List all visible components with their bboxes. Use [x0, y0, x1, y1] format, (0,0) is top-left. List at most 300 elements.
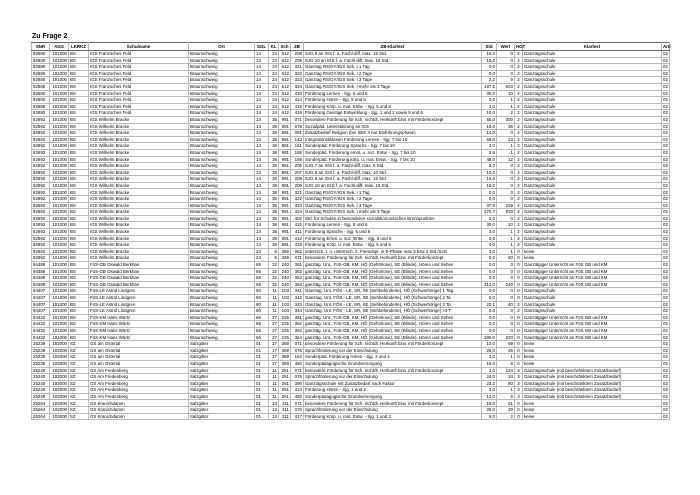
sch-cell: 991 — [279, 209, 291, 216]
hours-cell: 0,0 — [482, 308, 497, 315]
hgt-cell: 0 — [515, 281, 523, 288]
zb-text-cell: ganztäg. Unt., FöS-GB, KM, HÖ (Gehörlose), SE (Blinde), Hören und Sehen — [304, 281, 482, 288]
value-cell: 10 — [497, 90, 515, 97]
header-row — [32, 43, 670, 51]
zb-text-cell: besondere Förderung für Sch. nichtdt. Herkunft bzw. mit Förderkonzept — [304, 400, 482, 407]
table-row — [32, 229, 670, 236]
hours-cell: 15,0 — [482, 182, 497, 189]
snr-cell: 94407 — [32, 301, 50, 308]
hgt-cell: 2 — [515, 235, 523, 242]
ags-cell: 102000 — [50, 413, 69, 420]
hgt-cell: 2 — [515, 242, 523, 249]
arti-cell: 02 — [663, 380, 668, 386]
zb-cell: 206 — [291, 163, 304, 170]
sgl-cell: 01 — [255, 407, 269, 414]
lkrkz-cell: BS — [69, 222, 89, 229]
snr-cell: 25240 — [32, 387, 50, 394]
kl-cell: 11 — [269, 374, 279, 381]
snr-cell: 82880 — [32, 51, 50, 58]
town-cell: Braunschweig — [189, 176, 255, 183]
snr-cell: 25264 — [32, 407, 50, 414]
zb-cell: 343 — [291, 301, 304, 308]
value-cell: 124 — [497, 367, 515, 374]
kl-cell: 17 — [269, 341, 279, 348]
arti-cell: 02 — [663, 275, 668, 281]
hours-cell: 0,0 — [482, 64, 497, 71]
hgt-cell: 3 — [515, 367, 523, 374]
zb-text-cell: SJG 10 an IGS f. a. Fachl-diff. max. 15 Std. — [304, 182, 482, 189]
snr-cell: 82892 — [32, 209, 50, 216]
sch-cell: 225 — [279, 321, 291, 328]
zb-cell: 071 — [291, 341, 304, 348]
ags-cell: 101000 — [50, 130, 69, 137]
table-row — [32, 321, 670, 328]
value-cell: 9 — [497, 77, 515, 84]
zb-cell: 390 — [291, 380, 304, 387]
text-cell: Ganztagsschule — [523, 182, 662, 189]
zb-text-cell: SJG 7 an IGS f. a. Fachl-diff. max. 6 Std. — [304, 163, 482, 170]
kl-cell: 24 — [269, 110, 279, 117]
lkrkz-cell: BS — [69, 51, 89, 58]
lkrkz-cell: BS — [69, 97, 89, 104]
sch-cell: 612 — [279, 110, 291, 117]
table-body — [32, 51, 670, 420]
zb-cell: 362 — [291, 268, 304, 275]
sgl-cell: 01 — [255, 367, 269, 374]
zb-text-cell: ganztäg. Unt., FöS-GB, KM, HÖ (Gehörlose), SE (Blinde), Hören und Sehen — [304, 334, 482, 341]
value-cell: 0 — [497, 321, 515, 328]
school-name-cell: IGS Franzsches Feld — [89, 110, 189, 117]
zb-text-cell: Förderung Geistige Entwicklung - Sjg. 1 und 2 sowie 5 und 6 — [304, 110, 482, 117]
town-cell: Salzgitter — [189, 387, 255, 394]
text-cell: Ganztagsschule — [523, 90, 662, 97]
value-cell: 50 — [497, 255, 515, 262]
hours-cell: 6,0 — [482, 413, 497, 420]
arti-cell: 02 — [663, 156, 668, 162]
sch-cell: 991 — [279, 156, 291, 163]
sgl-cell: 14 — [255, 182, 269, 189]
sgl-cell: 01 — [255, 393, 269, 400]
hgt-cell: 0 — [515, 255, 523, 262]
ags-cell: 101000 — [50, 97, 69, 104]
text-cell: Ganztagsschule — [523, 229, 662, 236]
ags-cell: 101000 — [50, 334, 69, 341]
sch-cell: 369 — [279, 354, 291, 361]
arti-cell: 02 — [663, 327, 668, 333]
kl-cell: 36 — [269, 116, 279, 123]
school-name-cell: IGS Wilhelm Bracke — [89, 182, 189, 189]
zb-text-cell: SJG 8 an IGS f. a. Fachl-diff. max. 10 Std. — [304, 169, 482, 176]
kl-cell: 17 — [269, 347, 279, 354]
school-name-cell: IGS Franzsches Feld — [89, 64, 189, 71]
arti-cell: 02 — [663, 84, 668, 90]
town-cell: Braunschweig — [189, 308, 255, 315]
value-cell: 1 — [497, 149, 515, 156]
arti-cell: 02 — [663, 222, 668, 228]
text-cell: keine — [523, 341, 662, 348]
zb-cell: 076 — [291, 347, 304, 354]
school-name-cell: IGS Franzsches Feld — [89, 83, 189, 90]
kl-cell: 36 — [269, 130, 279, 137]
school-name-cell: GS am Ostertal — [89, 354, 189, 361]
zb-text-cell: Förderung Hören - Sjg. 5 und 6 — [304, 97, 482, 104]
snr-cell: 94407 — [32, 288, 50, 295]
zb-text-cell: Förderung Emot. u. soz. Entw. - Sjg. 5 und 6 — [304, 235, 482, 242]
header-cell: KL — [269, 43, 279, 51]
snr-cell: 94432 — [32, 327, 50, 334]
value-cell: 12 — [497, 156, 515, 163]
zb-text-cell: Ganztag RS/GY/IGS Sek. I 1 Tag — [304, 64, 482, 71]
table-row — [32, 275, 670, 282]
arti-cell: 02 — [663, 288, 668, 294]
town-cell: Braunschweig — [189, 51, 255, 58]
value-cell: 0 — [497, 308, 515, 315]
ags-cell: 101000 — [50, 163, 69, 170]
hours-cell: 270,7 — [482, 209, 497, 216]
zb-cell: 410 — [291, 222, 304, 229]
kl-cell: 36 — [269, 242, 279, 249]
header-cell: Arti — [663, 43, 671, 49]
table-row — [32, 393, 670, 400]
zb-cell: 410 — [291, 90, 304, 97]
sch-cell: 240 — [279, 275, 291, 282]
value-cell: 0 — [497, 215, 515, 222]
sch-cell: 369 — [279, 248, 291, 255]
value-cell: 1 — [497, 387, 515, 394]
kl-cell: 36 — [269, 182, 279, 189]
arti-cell: 02 — [663, 321, 668, 327]
zb-cell: 324 — [291, 83, 304, 90]
zb-cell: 413 — [291, 387, 304, 394]
table-row — [32, 182, 670, 189]
hgt-cell: 2 — [515, 149, 523, 156]
snr-cell: 94432 — [32, 334, 50, 341]
school-name-cell: FöS-LE Astrid Lindgren — [89, 288, 189, 295]
header-cell: LKRKZ — [69, 43, 89, 51]
hours-cell: 3,0 — [482, 387, 497, 394]
value-cell: 69 — [497, 341, 515, 348]
arti-cell: 02 — [663, 209, 668, 215]
sgl-cell: 14 — [255, 222, 269, 229]
sgl-cell: 14 — [255, 235, 269, 242]
hgt-cell: 2 — [515, 83, 523, 90]
snr-cell: 82892 — [32, 149, 50, 156]
arti-cell: 02 — [663, 400, 668, 406]
zb-cell: 076 — [291, 407, 304, 414]
arti-cell: 02 — [663, 202, 668, 208]
snr-cell: 82880 — [32, 83, 50, 90]
lkrkz-cell: BS — [69, 268, 89, 275]
table-row — [32, 301, 670, 308]
lkrkz-cell: BS — [69, 77, 89, 84]
sch-cell: 103 — [279, 294, 291, 301]
zb-text-cell: Ganztag. Unt. FÖS - LE, SR, SE (Sehbehinderte), HÖ (Schwerhörige) 2 Ta — [304, 294, 482, 301]
hgt-cell: 2 — [515, 163, 523, 170]
zb-cell: 321 — [291, 64, 304, 71]
zb-cell: 324 — [291, 209, 304, 216]
school-name-cell: IGS Wilhelm Bracke — [89, 248, 189, 255]
school-name-cell: FöS-GB Oswald Berkhan — [89, 275, 189, 282]
hgt-cell: 3 — [515, 393, 523, 400]
ags-cell: 102000 — [50, 407, 69, 414]
town-cell: Braunschweig — [189, 235, 255, 242]
hgt-cell: 0 — [515, 327, 523, 334]
lkrkz-cell: BS — [69, 156, 89, 163]
ags-cell: 101000 — [50, 176, 69, 183]
ags-cell: 102000 — [50, 374, 69, 381]
value-cell: 1 — [497, 235, 515, 242]
school-name-cell: IGS Wilhelm Bracke — [89, 123, 189, 130]
town-cell: Braunschweig — [189, 110, 255, 117]
kl-cell: 24 — [269, 57, 279, 64]
town-cell: Salzgitter — [189, 341, 255, 348]
arti-cell: 02 — [663, 189, 668, 195]
school-name-cell: IGS Wilhelm Bracke — [89, 189, 189, 196]
ags-cell: 102000 — [50, 360, 69, 367]
value-cell: 0 — [497, 70, 515, 77]
zb-text-cell: Std. für Schulen in besonderen sozialökonomischen Brennpunkten — [304, 215, 482, 222]
lkrkz-cell: BS — [69, 202, 89, 209]
snr-cell: 25240 — [32, 367, 50, 374]
kl-cell: 17 — [269, 360, 279, 367]
header-cell: ZB-Klartext — [304, 43, 482, 51]
ags-cell: 102000 — [50, 393, 69, 400]
sch-cell: 251 — [279, 387, 291, 394]
sgl-cell: 14 — [255, 169, 269, 176]
school-name-cell: IGS Wilhelm Bracke — [89, 242, 189, 249]
sgl-cell: 14 — [255, 196, 269, 203]
kl-cell: 13 — [269, 413, 279, 420]
table-row — [32, 262, 670, 269]
table-row — [32, 242, 670, 249]
table-row — [32, 281, 670, 288]
town-cell: Braunschweig — [189, 222, 255, 229]
table-row — [32, 268, 670, 275]
zb-text-cell: ganztäg. Unt., FöS-GB, KM, HÖ (Gehörlose), SE (Blinde), Hören und Sehen — [304, 321, 482, 328]
hours-cell: 12,0 — [482, 393, 497, 400]
hgt-cell: 2 — [515, 229, 523, 236]
hours-cell: 0,0 — [482, 294, 497, 301]
text-cell: Ganztagsschule — [523, 196, 662, 203]
town-cell: Braunschweig — [189, 202, 255, 209]
hgt-cell: 2 — [515, 156, 523, 163]
kl-cell: 24 — [269, 51, 279, 58]
school-name-cell: IGS Franzsches Feld — [89, 97, 189, 104]
value-cell: 0 — [497, 262, 515, 269]
value-cell: 833 — [497, 209, 515, 216]
text-cell: Ganztagsschule — [523, 288, 662, 295]
town-cell: Braunschweig — [189, 103, 255, 110]
hours-cell: 30,0 — [482, 90, 497, 97]
text-cell: Ganztagsschule — [523, 202, 662, 209]
hours-cell: 10,0 — [482, 341, 497, 348]
text-cell: Ganztagsschule — [523, 83, 662, 90]
zb-text-cell: Ganztag. Unt. FÖS - LE, SR, SE (Sehbehinderte), HÖ (Schwerhörige) 1 Tag — [304, 288, 482, 295]
hgt-cell: 0 — [515, 400, 523, 407]
arti-cell: 02 — [663, 123, 668, 129]
town-cell: Braunschweig — [189, 268, 255, 275]
lkrkz-cell: BS — [69, 83, 89, 90]
sch-cell: 369 — [279, 347, 291, 354]
table-row — [32, 308, 670, 315]
school-name-cell: GS Kranichdamm — [89, 400, 189, 407]
ags-cell: 101000 — [50, 281, 69, 288]
school-name-cell: FöS-GB Oswald Berkhan — [89, 262, 189, 269]
header-cell: Std — [482, 43, 497, 51]
zb-cell: 321 — [291, 189, 304, 196]
text-cell: keine — [523, 407, 662, 414]
hgt-cell: 2 — [515, 103, 523, 110]
zb-text-cell: besondere Förderung für Sch. nichtdt. Herkunft bzw. mit Förderkonzept — [304, 367, 482, 374]
value-cell: 8 — [497, 360, 515, 367]
ags-cell: 101000 — [50, 110, 69, 117]
lkrkz-cell: BS — [69, 321, 89, 328]
hgt-cell: 0 — [515, 413, 523, 420]
lkrkz-cell: BS — [69, 149, 89, 156]
text-cell: Ganztagsschule — [523, 70, 662, 77]
town-cell: Salzgitter — [189, 347, 255, 354]
hours-cell: 69,0 — [482, 136, 497, 143]
zb-text-cell: Förderung Körp. u. mot. Entw. - Sjg. 5 und 6 — [304, 242, 482, 249]
sgl-cell: 65 — [255, 262, 269, 269]
sch-cell: 240 — [279, 262, 291, 269]
ags-cell: 102000 — [50, 387, 69, 394]
hours-cell: 14,0 — [482, 130, 497, 137]
text-cell: keine — [523, 360, 662, 367]
table-row — [32, 103, 670, 110]
lkrkz-cell: BS — [69, 281, 89, 288]
arti-cell: 02 — [663, 149, 668, 155]
zb-cell: 209 — [291, 182, 304, 189]
lkrkz-cell: SZ — [69, 354, 89, 361]
text-cell: Ganztagsschule — [523, 163, 662, 170]
hgt-cell: 2 — [515, 196, 523, 203]
ags-cell: 102000 — [50, 380, 69, 387]
kl-cell: 32 — [269, 262, 279, 269]
snr-cell: 25264 — [32, 413, 50, 420]
value-cell: 240 — [497, 281, 515, 288]
arti-cell: 02 — [663, 182, 668, 188]
lkrkz-cell: BS — [69, 189, 89, 196]
ags-cell: 102000 — [50, 347, 69, 354]
arti-cell: 02 — [663, 130, 668, 136]
school-name-cell: IGS Wilhelm Bracke — [89, 136, 189, 143]
hgt-cell: 0 — [515, 360, 523, 367]
snr-cell: 25240 — [32, 393, 50, 400]
town-cell: Braunschweig — [189, 196, 255, 203]
sgl-cell: 66 — [255, 321, 269, 328]
school-name-cell: IGS Wilhelm Bracke — [89, 222, 189, 229]
hours-cell: 16,0 — [482, 360, 497, 367]
sch-cell: 251 — [279, 367, 291, 374]
school-name-cell: GS Am Fredenberg — [89, 387, 189, 394]
sgl-cell: 14 — [255, 123, 269, 130]
sgl-cell: 14 — [255, 97, 269, 104]
ags-cell: 101000 — [50, 308, 69, 315]
school-name-cell: IGS Wilhelm Bracke — [89, 163, 189, 170]
zb-text-cell: Ganztag RS/GY/IGS Sek. I mehr als 3 Tage — [304, 83, 482, 90]
value-cell: 0 — [497, 182, 515, 189]
sch-cell: 225 — [279, 327, 291, 334]
table-row — [32, 51, 670, 58]
hgt-cell: 2 — [515, 308, 523, 315]
zb-text-cell: ganztäg. Unt., FöS-GB, KM, HÖ (Gehörlose), SE (Blinde), Hören und Sehen — [304, 275, 482, 282]
snr-cell: 94432 — [32, 314, 50, 321]
hours-cell: 0,0 — [482, 268, 497, 275]
hours-cell: 19,0 — [482, 400, 497, 407]
snr-cell: 82892 — [32, 229, 50, 236]
town-cell: Braunschweig — [189, 169, 255, 176]
town-cell: Salzgitter — [189, 393, 255, 400]
town-cell: Salzgitter — [189, 413, 255, 420]
kl-cell: 36 — [269, 215, 279, 222]
hgt-cell: 2 — [515, 97, 523, 104]
zb-text-cell: Sonderpädagogische Grundversorgung — [304, 393, 482, 400]
school-name-cell: GS am Ostertal — [89, 341, 189, 348]
sch-cell: 991 — [279, 242, 291, 249]
table-row — [32, 149, 670, 156]
table-row — [32, 347, 670, 354]
ags-cell: 101000 — [50, 90, 69, 97]
hours-cell: 4,0 — [482, 242, 497, 249]
kl-cell: 36 — [269, 189, 279, 196]
snr-cell: 82880 — [32, 64, 50, 71]
lkrkz-cell: BS — [69, 262, 89, 269]
snr-cell: 94407 — [32, 308, 50, 315]
text-cell: Ganztagsschule — [523, 103, 662, 110]
snr-cell: 82892 — [32, 143, 50, 150]
kl-cell: 11 — [269, 294, 279, 301]
sgl-cell: 14 — [255, 83, 269, 90]
hgt-cell: 2 — [515, 222, 523, 229]
arti-cell: 02 — [663, 196, 668, 202]
ags-cell: 102000 — [50, 341, 69, 348]
hgt-cell: 2 — [515, 90, 523, 97]
text-cell: keine — [523, 400, 662, 407]
lkrkz-cell: BS — [69, 196, 89, 203]
table-row — [32, 123, 670, 130]
text-cell: Ganztagsschule — [523, 235, 662, 242]
table-row — [32, 57, 670, 64]
hgt-cell: 0 — [515, 354, 523, 361]
hgt-cell: 2 — [515, 182, 523, 189]
header-cell: Schulname — [89, 43, 189, 51]
ags-cell: 101000 — [50, 268, 69, 275]
sgl-cell: 14 — [255, 136, 269, 143]
arti-cell: 02 — [663, 90, 668, 96]
lkrkz-cell: BS — [69, 314, 89, 321]
arti-cell: 02 — [663, 176, 668, 182]
lkrkz-cell: SZ — [69, 413, 89, 420]
town-cell: Braunschweig — [189, 262, 255, 269]
value-cell: 1 — [497, 143, 515, 150]
school-name-cell: IGS Wilhelm Bracke — [89, 215, 189, 222]
town-cell: Braunschweig — [189, 327, 255, 334]
sch-cell: 991 — [279, 229, 291, 236]
hgt-cell: 2 — [515, 130, 523, 137]
zb-text-cell: unterrsch. t. o. unterrsch. 2. Fremdspr. in E-Phase max 3 bzw 4 Std./SJG — [304, 248, 482, 255]
sch-cell: 991 — [279, 163, 291, 170]
arti-cell: 02 — [663, 341, 668, 347]
ags-cell: 101000 — [50, 83, 69, 90]
value-cell: 2 — [497, 110, 515, 117]
school-name-cell: GS Kranichdamm — [89, 407, 189, 414]
town-cell: Braunschweig — [189, 116, 255, 123]
snr-cell: 94389 — [32, 281, 50, 288]
zb-text-cell: SJG 9 an IGS f. a. Fachl-diff. max. 15 Std. — [304, 176, 482, 183]
hours-cell: 5,0 — [482, 215, 497, 222]
zb-cell: 418 — [291, 103, 304, 110]
